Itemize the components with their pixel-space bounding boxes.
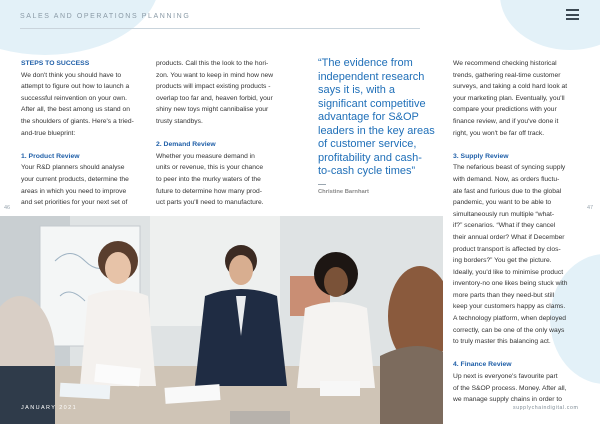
text-line: After all, the best among us stand on <box>21 106 130 114</box>
text-line: A technology platform, when deployed <box>453 315 567 323</box>
text-line: more parts than they need-but still <box>453 291 555 299</box>
page-number-right: 47 <box>587 205 594 211</box>
text-line: surveys, and taking a cold hard look at <box>453 83 568 91</box>
pull-quote <box>318 57 440 179</box>
text-line: Up next is everyone's favourite part <box>453 373 558 381</box>
text-line: trusty standbys. <box>156 117 203 125</box>
text-line: trends, gathering real-time customer <box>453 71 561 79</box>
text-line: units or revenue, this is your chance <box>156 164 264 172</box>
text-line: to peer into the murky waters of the <box>156 175 261 183</box>
section-heading: 1. Product Review <box>21 152 80 160</box>
page-number-left: 46 <box>4 205 11 211</box>
text-line: your current products, determine the <box>21 175 129 183</box>
quote-line: profitability and cash- <box>318 151 422 164</box>
text-line: future to determine how many prod- <box>156 187 262 195</box>
paragraph <box>156 58 291 128</box>
quote-author: Christine Barnhart <box>318 189 369 195</box>
text-line: overlap too far and, heaven forbid, your <box>156 94 273 102</box>
text-line: Whether you measure demand in <box>156 152 255 160</box>
paragraph <box>453 58 581 139</box>
text-line: finance review, and if you've done it <box>453 117 559 125</box>
text-line: attempt to figure out how to launch a <box>21 83 130 91</box>
text-line: product transport is affected by clos- <box>453 245 561 253</box>
text-line: if?” scenarios. “What if they cancel <box>453 222 556 230</box>
issue-date: JANUARY 2021 <box>21 405 78 411</box>
quote-line: independent research <box>318 70 425 83</box>
text-line: correctly, can be one of the only ways <box>453 326 565 334</box>
text-line: areas in which you need to improve <box>21 187 127 195</box>
text-line: shiny new toys might cannibalise your <box>156 106 269 114</box>
text-line: products will impact existing products - <box>156 83 271 91</box>
text-line: uct parts you'll need to manufacture. <box>156 199 264 207</box>
section-heading: 3. Supply Review <box>453 152 509 160</box>
text-line: inventory-no one likes being stuck with <box>453 280 568 288</box>
quote-line: advantage for S&OP <box>318 111 419 123</box>
text-line: your marketing plan. Eventually, you'll <box>453 94 565 102</box>
website-link[interactable]: supplychaindigital.com <box>513 405 579 411</box>
text-line: We recommend checking historical <box>453 60 557 67</box>
text-line: compare your predictions with your <box>453 106 557 114</box>
text-line: Ideally, you'd like to minimise product <box>453 268 564 276</box>
meeting-illustration <box>0 216 443 424</box>
text-line: their annual order? What if December <box>453 233 565 241</box>
text-line: to truly master this balancing act. <box>453 338 551 346</box>
section-heading: STEPS TO SUCCESS <box>21 60 90 67</box>
text-line: ate fast and furious due to the global <box>453 187 562 195</box>
paragraph <box>21 162 146 208</box>
quote-line: to-cash cycle times” <box>318 165 416 177</box>
text-line: zon. You want to keep in mind how new <box>156 71 274 79</box>
text-line: ing borders?” You get the picture. <box>453 257 552 265</box>
decorative-blob <box>500 0 600 50</box>
paragraph <box>453 162 581 348</box>
quote-line: significant competitive <box>318 97 426 110</box>
quote-line: “The evidence from <box>318 57 413 69</box>
text-line: with demand. Now, as orders fluctu- <box>453 175 560 183</box>
section-heading: 4. Finance Review <box>453 361 512 369</box>
section-title: SALES AND OPERATIONS PLANNING <box>20 13 191 20</box>
text-line: pandemic, you want to be able to <box>453 199 552 207</box>
text-line: simultaneously run multiple “what- <box>453 210 555 218</box>
header-divider <box>20 28 420 29</box>
meeting-photo <box>0 216 443 424</box>
text-line: successful reinvention on your own. <box>21 94 127 102</box>
quote-line: says it is, with a <box>318 84 396 96</box>
quote-line: of customer service, <box>318 138 417 150</box>
paragraph <box>453 371 581 406</box>
text-line: We don't think you should have to <box>21 71 122 79</box>
article-column-1 <box>21 58 146 209</box>
article-column-2 <box>156 58 291 209</box>
text-line: of the S&OP process. Money. After all, <box>453 384 567 392</box>
text-line: products. Call this the look to the hori- <box>156 60 269 67</box>
article-column-4 <box>453 58 581 406</box>
text-line: Your R&D planners should analyse <box>21 164 125 172</box>
text-line: right, you won't be far off track. <box>453 129 545 137</box>
quote-divider <box>318 184 326 185</box>
text-line: we manage supply chains in order to <box>453 396 562 404</box>
text-line: and set priorities for your next set of <box>21 199 128 207</box>
paragraph <box>21 70 146 140</box>
paragraph <box>156 151 291 209</box>
text-line: keep your customers happy as clams. <box>453 303 566 311</box>
text-line: and-true blueprint: <box>21 129 76 137</box>
text-line: the shoulders of giants. Here's a tried- <box>21 117 134 125</box>
section-heading: 2. Demand Review <box>156 141 216 149</box>
menu-icon[interactable] <box>566 9 579 20</box>
text-line: The nefarious beast of syncing supply <box>453 164 566 172</box>
quote-line: leaders in the key areas <box>318 124 435 137</box>
